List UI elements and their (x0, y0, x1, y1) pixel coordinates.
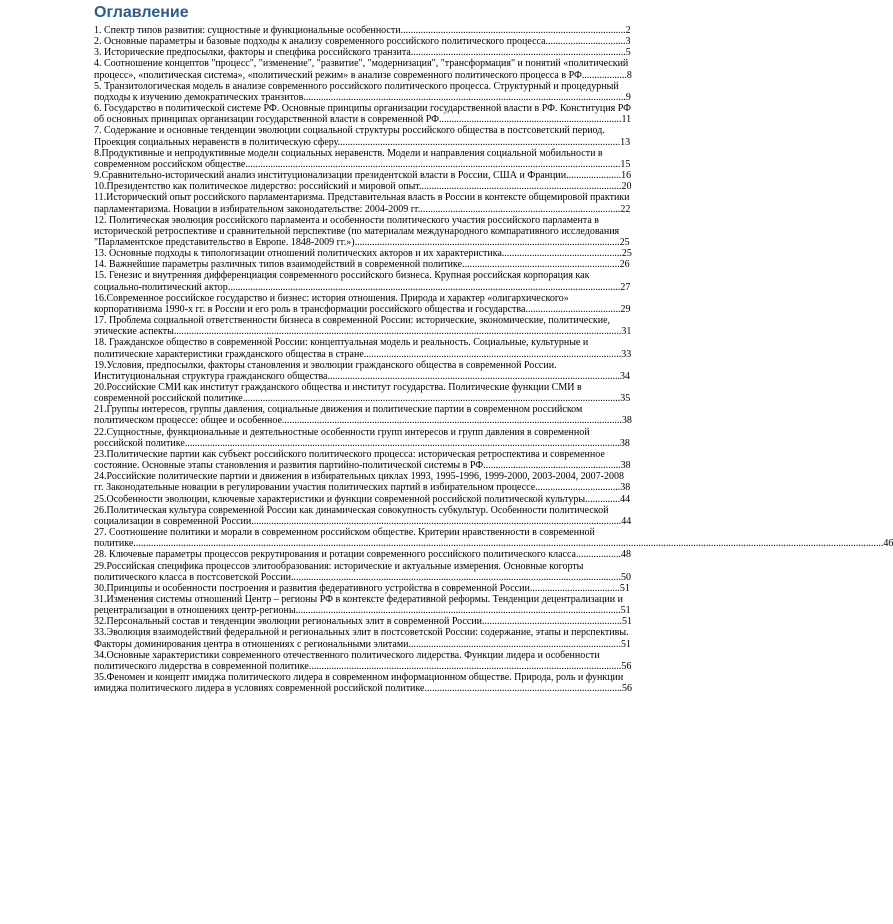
toc-leader-dots: .................................................................................................................................................... (251, 515, 622, 527)
toc-entry[interactable] (94, 58, 632, 80)
toc-entry[interactable] (94, 561, 632, 583)
toc-leader-dots: ............................................................................................................................. (308, 660, 622, 672)
toc-leader-dots: ......................................................................... (439, 114, 622, 126)
toc-entry-page-number: 15 (620, 158, 631, 170)
toc-entry[interactable] (94, 81, 632, 103)
toc-leader-dots: ................................................................................................................................................................................... (173, 326, 622, 338)
toc-entry-text: 1. Спектр типов развития: сущностные и функциональные особенности (94, 25, 401, 36)
toc-entry-text: 18. Гражданское общество в современной России: концептуальная модель и реальность. Социальные, культурные и политические характеристики гражданского общества в стране (94, 337, 589, 360)
toc-entry[interactable] (94, 181, 632, 192)
toc-entry[interactable] (94, 471, 632, 493)
toc-entry[interactable] (94, 248, 632, 259)
toc-list (94, 25, 893, 695)
toc-entry-page-number: 27 (620, 281, 631, 293)
toc-entry-page-number: 25 (621, 248, 632, 260)
toc-entry[interactable] (94, 360, 632, 382)
toc-entry-text: 5. Транзитологическая модель в анализе современного российского политического процесса. Структурный и процедурный подходы к изучению демократических транзитов (94, 80, 619, 103)
toc-entry-page-number: 44 (621, 515, 632, 527)
toc-entry-page-number: 22 (620, 203, 631, 215)
toc-entry-page-number: 56 (621, 683, 632, 695)
toc-entry-text: 3. Исторические предпосылки, факторы и спецфика российского транзита (94, 47, 411, 59)
toc-entry[interactable] (94, 494, 632, 505)
toc-leader-dots: ....................................................................................................................................................... (242, 393, 621, 405)
toc-leader-dots: ............................................................... (462, 259, 620, 271)
toc-entry-page-number: 38 (620, 482, 631, 494)
toc-entry-page-number: 51 (622, 616, 632, 628)
toc-entry-text: 24.Российские политические партии и движения в избирательных циклах 1993, 1995-1996, 1999-2000, 2003-2004, 2007-2008 гг. Законодательные новации в регулировании участия политических партий в избирательном процессе (94, 471, 624, 494)
toc-entry-text: 17. Проблема социальной ответственности бизнеса в современной России: исторические, экономические, политические, этические аспекты (94, 315, 611, 338)
toc-entry-page-number: 25 (619, 236, 630, 248)
toc-entry[interactable] (94, 427, 632, 449)
toc-entry[interactable] (94, 650, 632, 672)
toc-leader-dots: .......................................................................................................... (354, 236, 620, 248)
toc-entry[interactable] (94, 549, 632, 560)
toc-leader-dots: ...................................... (525, 303, 621, 315)
toc-entry-text: 21.Группы интересов, группы давления, социальные движения и политические партии в современном российском политическом процессе: общее и особенное (94, 404, 583, 427)
toc-entry-page-number: 44 (620, 493, 631, 505)
toc-entry-page-number: 2 (625, 25, 631, 36)
toc-entry-text: 7. Содержание и основные тенденции эволюции социальной структуры российского общества в постсоветский период. Проекция социальных неравенств в политическую сферу (94, 125, 605, 148)
toc-entry[interactable] (94, 47, 632, 58)
toc-entry-text: 9.Сравнительно-исторический анализ институционализации президентской власти в России, США и Франции (94, 170, 567, 182)
toc-entry-page-number: 51 (620, 605, 631, 617)
toc-entry-text: 19.Условия, предпосылки, факторы становления и эволюции гражданского общества в современной России. Институциональная структура гражданского общества (94, 359, 557, 382)
toc-entry-text: 26.Политическая культура современной России как динамическая совокупность субкультур. Особенности политической социализации в современной России (94, 504, 609, 527)
toc-entry-text: 23.Политические партии как субъект российского политического процесса: историческая ретроспектива и современное состояние. Основные этапы становления и развития партийно-политической системы в РФ (94, 448, 605, 472)
toc-entry-page-number: 29 (620, 303, 631, 315)
toc-entry-text: 14. Важнейшие параметры различных типов взаимодействий в современной политике (94, 259, 463, 271)
toc-entry[interactable] (94, 215, 632, 248)
toc-leader-dots: ...................... (566, 170, 622, 182)
toc-leader-dots: ........................................................ (482, 616, 622, 628)
toc-entry-text: 30.Принципы и особенности построения и развития федеративного устройства в современной России (94, 582, 530, 594)
toc-entry-page-number: 13 (620, 136, 631, 148)
toc-entry[interactable] (94, 583, 632, 594)
toc-entry-text: 10.Президентство как политическое лидерство: российский и мировой опыт (94, 181, 419, 193)
toc-entry[interactable] (94, 337, 632, 359)
toc-entry[interactable] (94, 672, 632, 694)
toc-entry-text: 2. Основные параметры и базовые подходы к анализу современного российского политического процесса (94, 36, 546, 48)
toc-entry-text: 20.Российские СМИ как институт гражданского общества и институт государства. Политические функции СМИ в современной российской политике (94, 382, 582, 405)
toc-entry-text: 8.Продуктивные и непродуктивные модели социальных неравенств. Модели и направления социальной мобильности в современном российском обществе (94, 147, 603, 170)
toc-entry[interactable] (94, 270, 632, 292)
toc-entry-page-number: 38 (620, 460, 631, 472)
toc-entry-page-number: 11 (621, 114, 632, 126)
toc-entry-page-number: 9 (625, 91, 631, 103)
toc-leader-dots: ...................................................................................... (410, 47, 626, 59)
toc-entry[interactable] (94, 382, 632, 404)
toc-entry-text: 33.Эволюция взаимодействий федеральной и региональных элит в постсоветской России: содержание, этапы и перспективы. Факторы доминирования центра в отношениях с региональными элитами (94, 627, 629, 650)
toc-entry-page-number: 3 (625, 36, 631, 48)
toc-entry-page-number: 20 (621, 181, 632, 193)
toc-leader-dots: .................. (575, 549, 621, 561)
toc-entry-text: 28. Ключевые параметры процессов рекрутирования и ротации современного российского политического класса (94, 549, 576, 561)
toc-entry-text: 4. Соотношение концептов "процесс", "изменение", "развитие", "модернизация", "трансформация" и понятий «политический процесс», «политическая система», «политический режим» в анализе современного политического процесса в РФ (94, 58, 629, 81)
toc-leader-dots: ..................................................................................................................... (327, 370, 620, 382)
toc-entry[interactable] (94, 594, 632, 616)
toc-entry-text: 15. Генезис и внутренняя дифференциация современного российского бизнеса. Крупная российская корпорация как социально-политический актор (94, 270, 590, 293)
toc-entry[interactable] (94, 293, 632, 315)
toc-entry[interactable] (94, 259, 632, 270)
toc-entry[interactable] (94, 315, 632, 337)
toc-leader-dots: .................................... (529, 582, 620, 594)
toc-leader-dots: .............. (585, 493, 621, 505)
toc-entry-page-number: 51 (619, 582, 630, 594)
toc-entry-page-number: 50 (620, 571, 631, 583)
toc-leader-dots: ............................................................................... (424, 683, 622, 695)
toc-entry-page-number: 38 (619, 437, 630, 449)
toc-leader-dots: ...................................................................................................................................................... (245, 158, 621, 170)
toc-leader-dots: ................................................................................. (418, 181, 622, 193)
toc-entry-page-number: 35 (620, 393, 631, 405)
toc-entry[interactable] (94, 148, 632, 170)
toc-leader-dots: .................. (581, 69, 627, 81)
toc-entry[interactable] (94, 103, 632, 125)
toc-entry-page-number: 46 (883, 538, 893, 550)
toc-leader-dots: ................................ (545, 36, 626, 48)
toc-entry-page-number: 31 (621, 326, 632, 338)
toc-entry[interactable] (94, 192, 632, 214)
toc-entry-text: 12. Политическая эволюция российского парламента и особенности политического участия российского парламента в исторической ретроспективе и сравнительной перспективе (по материалам международного компаративного исследования "Парламентское представительство в Европе. 1848-2009 гг.») (94, 214, 620, 248)
toc-entry-page-number: 33 (621, 348, 632, 360)
toc-leader-dots: ....................................................... (483, 460, 621, 472)
toc-entry-text: 29.Российская специфика процессов элитообразования: исторические и актуальные измерения. Основные когорты политического класса в постсоветской России (94, 560, 584, 583)
toc-entry-text: 6. Государство в политической системе РФ. Основные принципы организации государственной власти в РФ. Конституция РФ об основных принципах организации государственной власти в современной РФ (94, 103, 632, 126)
toc-entry-text: 16.Современное российское государство и бизнес: история отношения. Природа и характер «олигархического» корпоративизма 1990-х гг. в России и его роль в трансформации российского общества и государства (94, 292, 569, 315)
toc-leader-dots: .................................. (535, 482, 621, 494)
toc-leader-dots: ................................................ (501, 248, 622, 260)
toc-entry[interactable] (94, 25, 632, 36)
toc-entry-page-number: 56 (621, 660, 632, 672)
toc-entry-text: 25.Особенности эволюции, ключевые характеристики и функции современной российской политической культуры (94, 493, 586, 505)
toc-entry-text: 34.Основные характеристики современного отечественного политического лидерства. Функции лидера и особенности политического лидерства в современной политике (94, 649, 600, 672)
toc-entry-text: 22.Сущностные, функциональные и деятельностные особенности групп интересов и групп давления в современной российской политике (94, 426, 590, 449)
toc-entry-text: 13. Основные подходы к типологизации отношений политических акторов и их характеристика (94, 248, 502, 260)
toc-entry[interactable] (94, 36, 632, 47)
toc-title: Оглавление (94, 4, 189, 21)
toc-entry[interactable] (94, 404, 632, 426)
toc-entry-text: 11.Исторический опыт российского парламентаризма. Представительная власть в России в контексте общемировой практики парламентаризма. Новации в избирательном законодательстве: 2004-2009 гг. (94, 192, 630, 215)
toc-leader-dots: ....................................................................................................... (363, 348, 622, 360)
toc-leader-dots: ............................................................................................................................................................. (227, 281, 621, 293)
toc-entry[interactable] (94, 449, 632, 471)
toc-entry-page-number: 51 (621, 638, 632, 650)
toc-leader-dots: ........................................................................................................................................ (281, 415, 622, 427)
toc-leader-dots: .......................................................................................... (400, 25, 626, 36)
toc-entry[interactable] (94, 527, 893, 550)
toc-entry-text: 31.Изменения системы отношений Центр – регионы РФ в контексте федеративной реформы. Тенденции децентрализации и рецентрализации в отношениях центр-регионы. (94, 593, 623, 617)
toc-entry-page-number: 26 (619, 259, 630, 271)
toc-entry[interactable] (94, 627, 632, 649)
toc-leader-dots: ................................................................................................................. (337, 136, 621, 148)
toc-entry-text: 27. Соотношение политики и морали в современном российском обществе. Критерии нравственности в современной политике (94, 527, 595, 550)
toc-leader-dots: ............................................................................................................................................................................................................................................................................................................ (133, 538, 884, 550)
toc-leader-dots: ..................................................................................... (408, 638, 622, 650)
toc-leader-dots: ................................................................................................................................. (298, 605, 621, 617)
toc-entry-text: 32.Персональный состав и тенденции эволюции региональных элит в современной России (94, 616, 482, 628)
toc-entry[interactable] (94, 505, 632, 527)
toc-leader-dots: .............................................................................................................................................................................. (184, 437, 620, 449)
toc-entry-page-number: 34 (619, 370, 630, 382)
toc-entry[interactable] (94, 125, 632, 147)
toc-leader-dots: ................................................................................ (420, 203, 621, 215)
toc-leader-dots: .................................................................................................................................... (290, 571, 621, 583)
toc-entry-page-number: 8 (626, 69, 632, 81)
toc-entry-page-number: 16 (621, 170, 632, 182)
toc-entry-page-number: 48 (620, 549, 631, 561)
toc-entry[interactable] (94, 616, 632, 627)
toc-entry[interactable] (94, 170, 632, 181)
toc-entry-text: 35.Феномен и концепт имиджа политического лидера в современном информационном обществе. Природа, роль и функции имиджа политического лидера в условиях современной российской политике (94, 672, 624, 695)
toc-entry-page-number: 38 (621, 415, 632, 427)
toc-entry-page-number: 5 (625, 47, 631, 59)
toc-leader-dots: ................................................................................................................................. (303, 91, 626, 103)
